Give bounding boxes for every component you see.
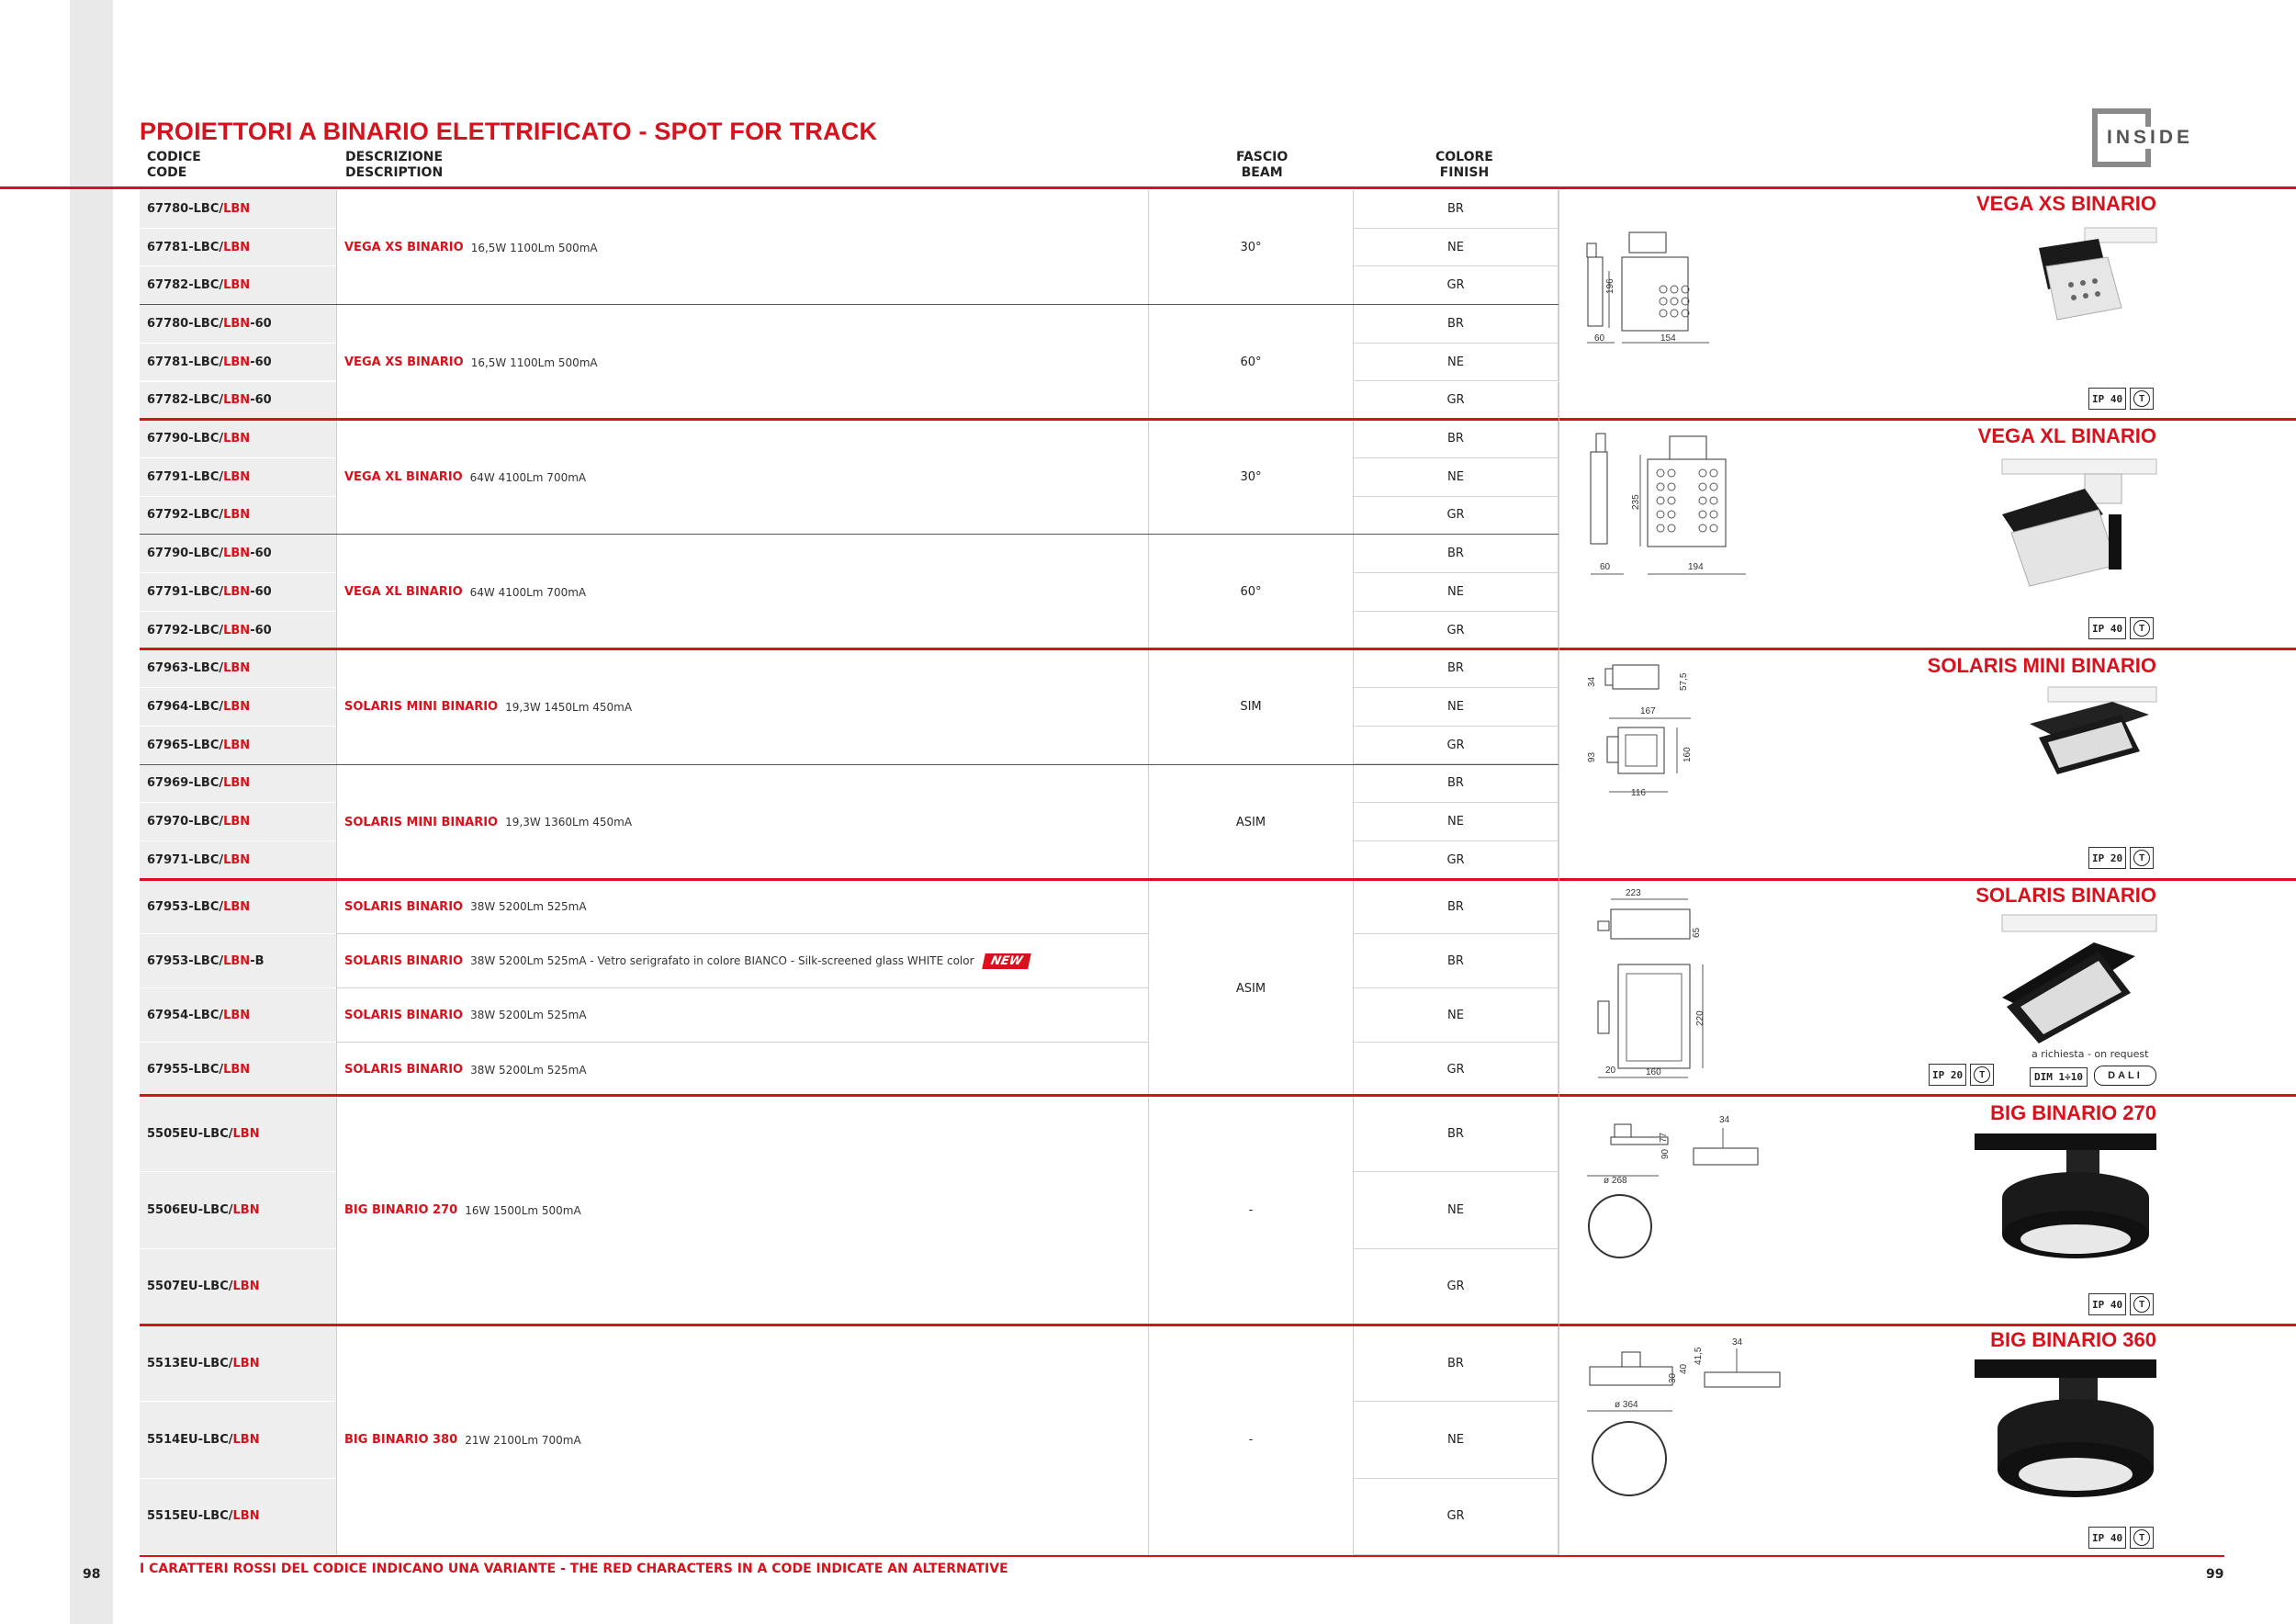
- ip-badge: IP 20 T: [1929, 1064, 1994, 1086]
- product-spec: 19,3W 1450Lm 450mA: [505, 700, 633, 714]
- new-badge: NEW: [982, 953, 1031, 969]
- product-code: [140, 841, 336, 880]
- finish-cell: NE: [1353, 1402, 1559, 1478]
- code-variant: LBN: [223, 699, 251, 714]
- code-base: 67953-LBC/: [147, 899, 224, 914]
- dim-label: 60: [1600, 562, 1611, 572]
- beam-cell: 30°: [1148, 420, 1353, 535]
- code-base: 67969-LBC/: [147, 776, 224, 791]
- code-suffix: -60: [250, 316, 272, 331]
- product-code: [140, 535, 336, 573]
- code-base: 67954-LBC/: [147, 1008, 224, 1022]
- dim-label: 160: [1646, 1067, 1661, 1077]
- product-code: [140, 266, 336, 305]
- code-variant: LBN: [232, 1356, 260, 1370]
- group-divider: [140, 764, 1559, 765]
- finish-cell: GR: [1353, 727, 1559, 765]
- finish-cell: GR: [1353, 841, 1559, 880]
- product-code: [140, 1096, 336, 1172]
- product-name: SOLARIS BINARIO: [344, 1063, 464, 1077]
- finish-cell: NE: [1353, 344, 1559, 382]
- product-code: [140, 1402, 336, 1478]
- footer-note: I CARATTERI ROSSI DEL CODICE INDICANO UNA VARIANTE - THE RED CHARACTERS IN A CODE INDICATE AN ALTERNATIVE: [140, 1562, 1008, 1576]
- product-code: [140, 1325, 336, 1402]
- finish-cell: BR: [1353, 305, 1559, 344]
- col-header-finish: COLORE FINISH: [1435, 150, 1493, 180]
- product-code: [140, 573, 336, 612]
- finish-cell: NE: [1353, 458, 1559, 497]
- code-base: 67791-LBC/: [147, 469, 224, 484]
- ip-badge: IP 20 T: [2088, 847, 2154, 869]
- dim-label: 93: [1587, 751, 1597, 762]
- code-variant: LBN: [223, 469, 251, 484]
- code-base: 67955-LBC/: [147, 1062, 224, 1077]
- code-base: 5507EU-LBC/: [147, 1280, 233, 1294]
- dim-label: 65: [1692, 927, 1702, 938]
- description-cell: [336, 934, 1148, 988]
- product-name: SOLARIS MINI BINARIO: [344, 815, 499, 829]
- code-variant: LBN: [223, 316, 251, 331]
- product-title: VEGA XS BINARIO: [1976, 192, 2156, 215]
- footer-rule: [140, 1555, 2224, 1557]
- product-spec: 16W 1500Lm 500mA: [465, 1203, 581, 1217]
- dim-label: 167: [1640, 706, 1656, 716]
- code-variant: LBN: [223, 623, 251, 637]
- ip-badge: IP 40 T: [2088, 617, 2154, 639]
- code-variant: LBN: [223, 201, 251, 216]
- product-name: VEGA XS BINARIO: [344, 241, 464, 255]
- code-base: 5514EU-LBC/: [147, 1432, 233, 1447]
- dim-label: 34: [1719, 1115, 1730, 1125]
- product-title: SOLARIS MINI BINARIO: [1927, 654, 2156, 677]
- code-suffix: -60: [250, 584, 272, 599]
- finish-cell: GR: [1353, 612, 1559, 650]
- page-spine: [70, 0, 113, 1624]
- code-variant: LBN: [232, 1202, 260, 1217]
- finish-cell: NE: [1353, 803, 1559, 841]
- code-base: 67782-LBC/: [147, 278, 224, 293]
- code-base: 67792-LBC/: [147, 623, 224, 637]
- product-spec: 16,5W 1100Lm 500mA: [470, 241, 598, 254]
- description-cell: [336, 1325, 1148, 1555]
- family-divider: [140, 648, 2296, 650]
- product-spec: 64W 4100Lm 700mA: [469, 470, 587, 484]
- finish-cell: GR: [1353, 497, 1559, 536]
- description-cell: [336, 880, 1148, 934]
- product-code: [140, 803, 336, 841]
- code-base: 67963-LBC/: [147, 661, 224, 676]
- description-cell: [336, 1043, 1148, 1097]
- dim-label: 90: [1660, 1148, 1671, 1159]
- dim-label: 41,5: [1694, 1347, 1704, 1365]
- dim-label: 34: [1587, 676, 1597, 687]
- ip-badge: IP 40 T: [2088, 1527, 2154, 1549]
- finish-cell: BR: [1353, 1325, 1559, 1402]
- code-suffix: -60: [250, 393, 272, 408]
- description-cell: [336, 305, 1148, 420]
- finish-cell: NE: [1353, 229, 1559, 267]
- code-suffix: -60: [250, 547, 272, 561]
- code-variant: LBN: [223, 953, 251, 968]
- dim-label: 60: [1594, 333, 1605, 344]
- code-variant: LBN: [223, 393, 251, 408]
- page-number-right: 99: [2206, 1567, 2224, 1582]
- description-cell: [336, 988, 1148, 1043]
- product-name: VEGA XL BINARIO: [344, 470, 463, 485]
- product-spec: 38W 5200Lm 525mA: [470, 1063, 587, 1077]
- product-title: VEGA XL BINARIO: [1977, 424, 2156, 447]
- code-variant: LBN: [223, 1062, 251, 1077]
- code-variant: LBN: [223, 508, 251, 523]
- code-variant: LBN: [232, 1280, 260, 1294]
- dim-label: 235: [1631, 494, 1641, 510]
- code-base: 5513EU-LBC/: [147, 1356, 233, 1370]
- finish-cell: BR: [1353, 649, 1559, 688]
- product-code: [140, 612, 336, 650]
- product-code: [140, 727, 336, 765]
- product-code: [140, 382, 336, 421]
- dim-label: ø 364: [1615, 1400, 1638, 1410]
- finish-cell: BR: [1353, 1096, 1559, 1172]
- description-cell: [336, 190, 1148, 305]
- family-divider: [140, 1324, 2296, 1326]
- code-variant: LBN: [232, 1509, 260, 1524]
- ip-badge: IP 40 T: [2088, 388, 2154, 410]
- product-spec: 38W 5200Lm 525mA: [470, 1009, 587, 1021]
- code-base: 67780-LBC/: [147, 316, 224, 331]
- product-code: [140, 229, 336, 267]
- beam-cell: SIM: [1148, 649, 1353, 764]
- product-name: SOLARIS BINARIO: [344, 1008, 464, 1022]
- technical-drawing-big-360: [1585, 1339, 1787, 1505]
- code-variant: LBN: [223, 355, 251, 369]
- description-cell: [336, 649, 1148, 764]
- brand-logo: INSIDE: [2092, 108, 2195, 167]
- code-variant: LBN: [223, 738, 251, 752]
- description-cell: [336, 1096, 1148, 1325]
- code-base: 67971-LBC/: [147, 852, 224, 867]
- beam-cell: ASIM: [1148, 765, 1353, 880]
- code-variant: LBN: [232, 1432, 260, 1447]
- ip-badge: IP 40 T: [2088, 1293, 2154, 1315]
- product-photo-vega-xl: [1984, 459, 2158, 588]
- technical-drawing-vega-xl: [1585, 432, 1750, 579]
- product-code: [140, 305, 336, 344]
- dim-label: 30: [1668, 1372, 1678, 1383]
- product-name: SOLARIS BINARIO: [344, 899, 464, 914]
- code-base: 67790-LBC/: [147, 547, 224, 561]
- code-base: 67953-LBC/: [147, 953, 224, 968]
- code-suffix: -60: [250, 623, 272, 637]
- finish-cell: BR: [1353, 765, 1559, 804]
- product-photo-big-360: [1975, 1359, 2158, 1506]
- code-base: 5505EU-LBC/: [147, 1126, 233, 1141]
- product-code: [140, 1172, 336, 1248]
- code-suffix: -B: [250, 953, 264, 968]
- code-variant: LBN: [223, 240, 251, 254]
- description-cell: [336, 535, 1148, 649]
- product-photo-solaris: [1984, 915, 2158, 1053]
- product-code: [140, 1249, 336, 1325]
- finish-cell: NE: [1353, 688, 1559, 727]
- code-variant: LBN: [223, 584, 251, 599]
- col-header-beam: FASCIO BEAM: [1236, 150, 1289, 180]
- product-name: BIG BINARIO 270: [344, 1203, 458, 1218]
- product-code: [140, 880, 336, 934]
- dim-label: 160: [1683, 747, 1693, 762]
- code-suffix: -60: [250, 355, 272, 369]
- beam-cell: 60°: [1148, 535, 1353, 649]
- finish-cell: GR: [1353, 1249, 1559, 1325]
- finish-cell: GR: [1353, 382, 1559, 421]
- product-photo-big-270: [1975, 1133, 2158, 1262]
- finish-cell: GR: [1353, 266, 1559, 305]
- description-cell: [336, 765, 1148, 880]
- page-title: PROIETTORI A BINARIO ELETTRIFICATO - SPOT FOR TRACK: [140, 118, 878, 145]
- dim-label: 40: [1679, 1363, 1689, 1374]
- product-title: BIG BINARIO 360: [1990, 1328, 2156, 1351]
- family-divider: [140, 878, 2296, 881]
- product-code: [140, 1043, 336, 1097]
- dim-label: 34: [1732, 1337, 1743, 1348]
- dim-label: 116: [1631, 788, 1646, 798]
- code-variant: LBN: [223, 1008, 251, 1022]
- product-code: [140, 988, 336, 1043]
- technical-drawing-solaris-mini: [1585, 663, 1750, 801]
- code-variant: LBN: [223, 899, 251, 914]
- finish-cell: GR: [1353, 1043, 1559, 1097]
- product-code: [140, 688, 336, 727]
- dim-label: 194: [1688, 562, 1704, 572]
- finish-cell: BR: [1353, 420, 1559, 458]
- code-variant: LBN: [223, 661, 251, 676]
- dim-label: ø 268: [1604, 1176, 1627, 1186]
- product-name: VEGA XS BINARIO: [344, 355, 464, 370]
- code-base: 67964-LBC/: [147, 699, 224, 714]
- dim-badge: DIM 1÷10: [2030, 1067, 2088, 1087]
- code-variant: LBN: [223, 776, 251, 791]
- product-code: [140, 420, 336, 458]
- dim-label: 20: [1605, 1066, 1616, 1076]
- code-base: 67791-LBC/: [147, 584, 224, 599]
- page-number-left: 98: [83, 1567, 101, 1582]
- beam-cell: -: [1148, 1325, 1353, 1555]
- finish-cell: BR: [1353, 535, 1559, 573]
- product-name: SOLARIS BINARIO: [344, 953, 464, 968]
- dim-label: 196: [1605, 278, 1615, 294]
- product-photo-solaris-mini: [2011, 687, 2158, 779]
- finish-cell: NE: [1353, 573, 1559, 612]
- code-base: 67782-LBC/: [147, 393, 224, 408]
- finish-cell: GR: [1353, 1479, 1559, 1555]
- product-spec: 21W 2100Lm 700mA: [465, 1433, 581, 1447]
- beam-cell: -: [1148, 1096, 1353, 1325]
- code-base: 67780-LBC/: [147, 201, 224, 216]
- code-variant: LBN: [223, 852, 251, 867]
- code-base: 67781-LBC/: [147, 240, 224, 254]
- product-spec: 38W 5200Lm 525mA: [470, 900, 587, 913]
- product-code: [140, 1479, 336, 1555]
- product-code: [140, 649, 336, 688]
- finish-cell: BR: [1353, 880, 1559, 934]
- description-cell: [336, 420, 1148, 535]
- code-base: 5515EU-LBC/: [147, 1509, 233, 1524]
- finish-cell: NE: [1353, 1172, 1559, 1248]
- product-spec: 64W 4100Lm 700mA: [469, 585, 587, 599]
- code-base: 67965-LBC/: [147, 738, 224, 752]
- code-base: 67790-LBC/: [147, 432, 224, 446]
- code-base: 67792-LBC/: [147, 508, 224, 523]
- product-code: [140, 934, 336, 988]
- technical-drawing-solaris: [1585, 886, 1750, 1084]
- product-title: SOLARIS BINARIO: [1975, 884, 2156, 907]
- product-code: [140, 190, 336, 229]
- code-base: 5506EU-LBC/: [147, 1202, 233, 1217]
- beam-cell: 30°: [1148, 190, 1353, 305]
- col-header-description: DESCRIZIONE DESCRIPTION: [345, 150, 444, 180]
- code-variant: LBN: [223, 432, 251, 446]
- beam-cell: ASIM: [1148, 880, 1353, 1097]
- finish-cell: BR: [1353, 934, 1559, 988]
- product-name: VEGA XL BINARIO: [344, 585, 463, 600]
- product-spec: 16,5W 1100Lm 500mA: [470, 355, 598, 369]
- product-title: BIG BINARIO 270: [1990, 1101, 2156, 1124]
- dim-label: 220: [1695, 1010, 1705, 1026]
- product-name: BIG BINARIO 380: [344, 1433, 458, 1448]
- technical-drawing-vega-xs: [1585, 225, 1732, 349]
- group-divider: [140, 534, 1559, 535]
- product-code: [140, 458, 336, 497]
- code-base: 67781-LBC/: [147, 355, 224, 369]
- beam-cell: 60°: [1148, 305, 1353, 420]
- dim-label: 154: [1660, 333, 1676, 344]
- dali-badge: DALI: [2094, 1066, 2156, 1086]
- family-divider: [140, 418, 2296, 421]
- product-spec: 38W 5200Lm 525mA - Vetro serigrafato in colore BIANCO - Silk-screened glass WHITE color: [470, 954, 974, 967]
- finish-cell: BR: [1353, 190, 1559, 229]
- dim-label: 223: [1626, 888, 1641, 898]
- code-variant: LBN: [223, 815, 251, 829]
- product-spec: 19,3W 1360Lm 450mA: [505, 816, 633, 829]
- product-code: [140, 344, 336, 382]
- dim-label: 57,5: [1679, 672, 1689, 691]
- product-name: SOLARIS MINI BINARIO: [344, 700, 499, 715]
- technical-drawing-big-270: [1585, 1111, 1769, 1258]
- code-variant: LBN: [232, 1126, 260, 1141]
- code-variant: LBN: [223, 278, 251, 293]
- product-photo-vega-xs: [2020, 220, 2158, 331]
- finish-cell: NE: [1353, 988, 1559, 1043]
- product-code: [140, 497, 336, 536]
- group-divider: [140, 304, 1559, 305]
- family-divider: [140, 1094, 2296, 1097]
- dim-label: 77: [1659, 1132, 1669, 1143]
- code-variant: LBN: [223, 547, 251, 561]
- code-base: 67970-LBC/: [147, 815, 224, 829]
- col-header-code: CODICE CODE: [147, 150, 201, 180]
- on-request-label: a richiesta - on request: [2032, 1048, 2149, 1060]
- product-code: [140, 765, 336, 804]
- header-rule: [0, 186, 2296, 189]
